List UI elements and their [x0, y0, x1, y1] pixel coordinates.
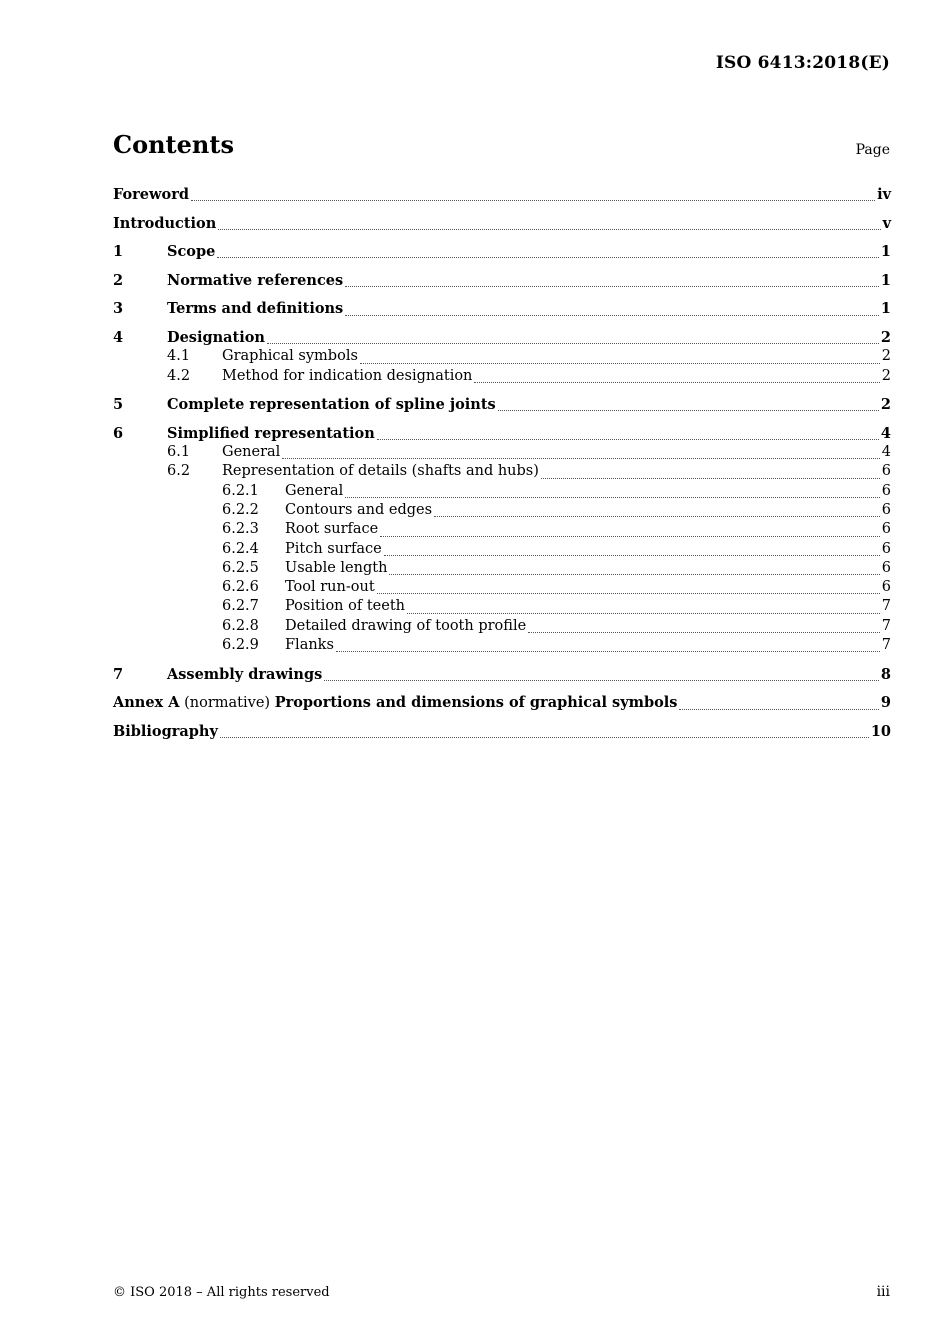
toc-entry[interactable] [113, 693, 891, 712]
toc-entry-title-text: Annex A [113, 694, 180, 712]
toc-entry[interactable] [113, 424, 891, 443]
toc-entry-title-text: General [285, 482, 344, 499]
toc-entry-number: 6.2.8 [222, 617, 259, 634]
toc-entry-page: 1 [880, 271, 891, 289]
toc-entry-page: 1 [880, 300, 891, 318]
toc-entry[interactable] [113, 214, 891, 233]
toc-entry-number: 7 [113, 665, 124, 683]
document-id: ISO 6413:2018(E) [715, 53, 890, 73]
toc-entry-page: v [882, 214, 891, 232]
toc-entry-page: 7 [881, 617, 891, 634]
toc-entry[interactable] [113, 617, 891, 636]
toc-entry[interactable] [113, 185, 891, 204]
dot-leader [541, 477, 880, 479]
toc-entry-title [113, 722, 218, 741]
toc-entry-title [167, 424, 375, 443]
toc-entry-page: 1 [880, 243, 891, 261]
toc-entry-number: 6.2.7 [222, 598, 259, 615]
dot-leader [345, 285, 879, 287]
toc-entry-title-text: Pitch surface [285, 540, 382, 557]
dot-leader [434, 515, 880, 517]
toc-entry-number: 4.2 [167, 367, 191, 384]
toc-entry-page: iv [877, 186, 891, 203]
toc-entry-title [222, 367, 472, 386]
toc-entry[interactable] [113, 482, 891, 501]
toc-entry-number: 6.2.5 [222, 559, 259, 576]
toc-entry-title [285, 482, 343, 501]
toc-entry-title-text: Usable length [285, 559, 388, 576]
toc-entry-page: 8 [880, 665, 891, 683]
toc-entry-title-text: General [222, 444, 281, 461]
toc-entry[interactable] [113, 347, 891, 366]
toc-entry-title [113, 214, 216, 233]
dot-leader [267, 342, 879, 344]
toc-entry[interactable] [113, 540, 891, 559]
toc-entry[interactable] [113, 242, 891, 261]
toc-entry-number: 4.1 [167, 348, 191, 365]
toc-entry-title-text: Complete representation of spline joints [167, 396, 496, 414]
toc-entry-title-text: Root surface [285, 521, 379, 538]
toc-entry[interactable] [113, 665, 891, 684]
toc-entry[interactable] [113, 559, 891, 578]
toc-entry-page: 6 [881, 579, 891, 596]
toc-entry-title-text: Bibliography [113, 722, 218, 740]
toc-entry-title [167, 665, 322, 684]
toc-entry-title-text: Terms and definitions [167, 300, 344, 318]
toc-entry-page: 6 [881, 521, 891, 538]
toc-entry-page: 2 [881, 348, 891, 365]
toc-entry-title [285, 540, 382, 559]
toc-entry-title [285, 636, 334, 655]
toc-entry-title-text: Contours and edges [285, 501, 433, 518]
toc-entry-page: 6 [881, 559, 891, 576]
toc-entry-number: 6.2.3 [222, 521, 259, 538]
dot-leader [377, 438, 879, 440]
toc-entry[interactable] [113, 722, 891, 741]
toc-entry[interactable] [113, 462, 891, 481]
toc-entry-title [285, 520, 378, 539]
toc-entry-title [285, 501, 432, 520]
dot-leader [384, 554, 880, 556]
toc-entry-title-text: Assembly drawings [167, 665, 323, 683]
dot-leader [474, 381, 879, 383]
toc-entry-title-text: Tool run-out [285, 579, 375, 596]
toc-entry-title-text: Representation of details (shafts and hubs) [222, 463, 539, 480]
page-number: iii [876, 1284, 890, 1300]
dot-leader [324, 679, 879, 681]
toc-entry-annex-title: Proportions and dimensions of graphical symbols [274, 694, 678, 712]
dot-leader [282, 457, 879, 459]
toc-entry[interactable] [113, 367, 891, 386]
toc-entry-title [113, 185, 189, 204]
toc-entry-title [285, 597, 405, 616]
toc-entry[interactable] [113, 597, 891, 616]
dot-leader [528, 631, 880, 633]
toc-entry-page: 6 [881, 540, 891, 557]
dot-leader [336, 650, 880, 652]
toc-entry-title [285, 617, 526, 636]
toc-entry-title [167, 395, 496, 414]
toc-entry-title-text: Method for indication designation [222, 367, 473, 384]
toc-entry-title-text: Normative references [167, 271, 344, 289]
toc-entry-page: 6 [881, 463, 891, 480]
toc-entry-page: 2 [880, 396, 891, 414]
toc-entry-number: 3 [113, 300, 124, 318]
toc-entry-number: 5 [113, 396, 124, 414]
toc-entry[interactable] [113, 328, 891, 347]
toc-entry-number: 6.2.4 [222, 540, 259, 557]
dot-leader [389, 573, 879, 575]
toc-entry-title-text: Flanks [285, 637, 334, 654]
toc-entry-page: 9 [880, 694, 891, 712]
dot-leader [377, 592, 880, 594]
toc-entry-number: 6 [113, 424, 124, 442]
copyright-notice: © ISO 2018 – All rights reserved [113, 1285, 330, 1300]
toc-entry-number: 1 [113, 243, 124, 261]
toc-entry-title-text: Introduction [113, 214, 217, 232]
table-of-contents [113, 185, 891, 741]
toc-entry-number: 6.2 [167, 463, 191, 480]
toc-entry-number: 6.2.6 [222, 579, 259, 596]
toc-entry-title [222, 347, 358, 366]
toc-entry[interactable] [113, 501, 891, 520]
toc-entry-page: 4 [881, 444, 891, 461]
toc-entry-page: 6 [881, 482, 891, 499]
toc-entry-title [167, 328, 265, 347]
dot-leader [220, 736, 869, 738]
toc-entry-title-text: Simplified representation [167, 424, 375, 442]
toc-entry-title [285, 559, 387, 578]
toc-entry-title [167, 299, 343, 318]
toc-entry[interactable] [113, 271, 891, 290]
toc-entry-page: 10 [870, 722, 891, 740]
page-column-label: Page [855, 142, 890, 158]
contents-title: Contents [113, 130, 234, 159]
toc-entry-annex-type: (normative) [179, 695, 275, 712]
toc-entry-title-text: Position of teeth [285, 598, 405, 615]
toc-entry-number: 6.2.9 [222, 637, 259, 654]
dot-leader [407, 612, 880, 614]
toc-entry-number: 2 [113, 271, 124, 289]
toc-entry-page: 6 [881, 501, 891, 518]
toc-entry-title [167, 271, 343, 290]
dot-leader [498, 409, 879, 411]
dot-leader [345, 496, 879, 498]
toc-entry-page: 2 [881, 367, 891, 384]
toc-entry-title [285, 578, 375, 597]
toc-entry-title-text: Foreword [113, 186, 189, 203]
toc-entry-title-text: Graphical symbols [222, 348, 358, 365]
toc-entry-page: 2 [880, 328, 891, 346]
toc-entry-title [167, 242, 215, 261]
toc-entry[interactable] [113, 443, 891, 462]
toc-entry-title-text: Scope [167, 243, 216, 261]
toc-entry-page: 7 [881, 637, 891, 654]
dot-leader [380, 535, 880, 537]
toc-entry-number: 4 [113, 328, 124, 346]
toc-entry-title-text: Designation [167, 328, 265, 346]
dot-leader [360, 362, 880, 364]
toc-entry[interactable] [113, 578, 891, 597]
toc-entry[interactable] [113, 636, 891, 655]
toc-entry-page: 7 [881, 598, 891, 615]
toc-entry-title [113, 693, 677, 713]
dot-leader [218, 228, 880, 230]
toc-entry-title-text: Detailed drawing of tooth profile [285, 617, 527, 634]
toc-entry-number: 6.1 [167, 444, 191, 461]
toc-entry[interactable] [113, 395, 891, 414]
toc-entry-title [222, 462, 539, 481]
toc-entry[interactable] [113, 520, 891, 539]
dot-leader [679, 708, 878, 710]
toc-entry-title [222, 443, 280, 462]
dot-leader [191, 199, 875, 201]
toc-entry-page: 4 [880, 424, 891, 442]
dot-leader [345, 314, 879, 316]
dot-leader [217, 256, 879, 258]
toc-entry-number: 6.2.2 [222, 501, 259, 518]
toc-entry[interactable] [113, 299, 891, 318]
toc-entry-number: 6.2.1 [222, 482, 259, 499]
